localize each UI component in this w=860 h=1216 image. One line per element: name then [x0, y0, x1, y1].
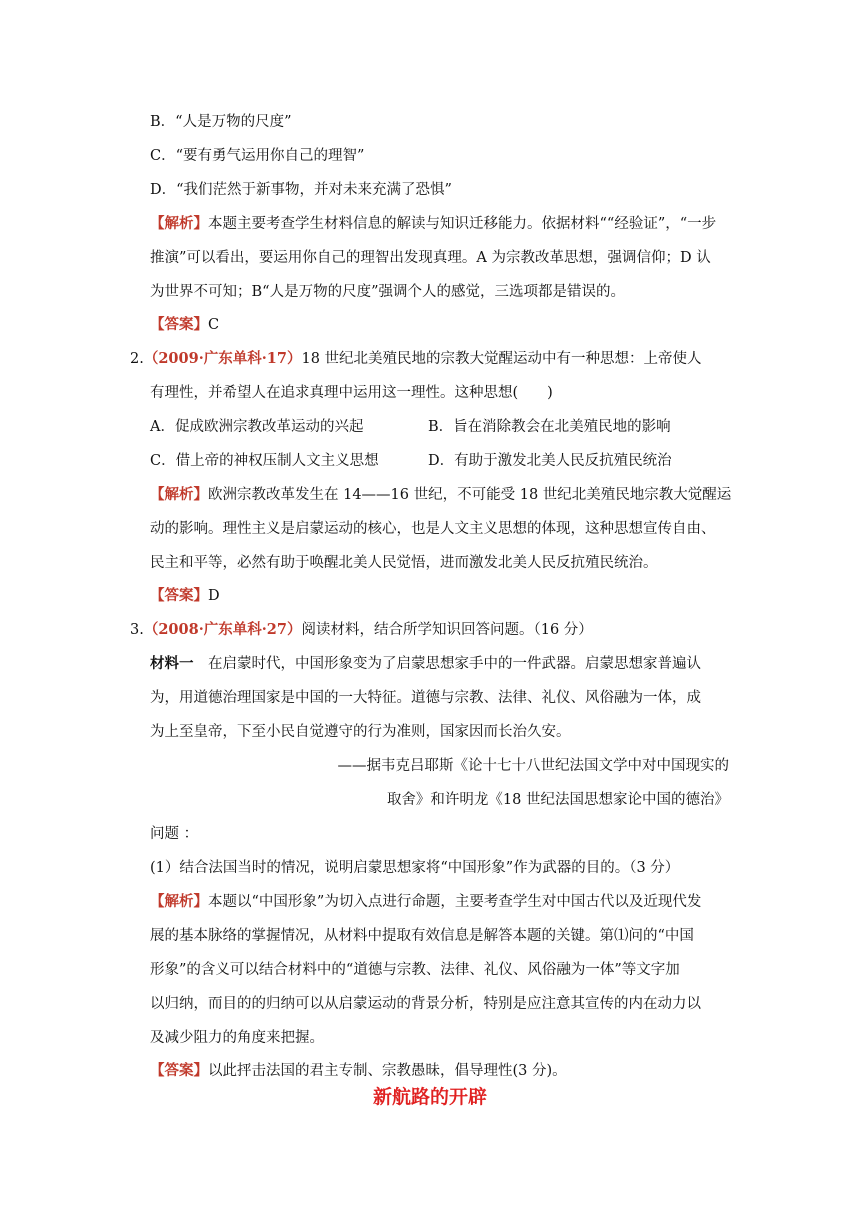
material-label: 材料一: [150, 655, 194, 672]
answer-value: C: [208, 317, 220, 333]
q3-citation-line-1: ——据韦克吕耶斯《论十七十八世纪法国文学中对中国现实的: [337, 758, 729, 774]
analysis-text: 欧洲宗教改革发生在 14——16 世纪，不可能受 18 世纪北美殖民地宗教大觉醒运: [208, 487, 732, 503]
q1-option-d: D．“我们茫然于新事物，并对未来充满了恐惧”: [150, 182, 452, 198]
question-stem: 18 世纪北美殖民地的宗教大觉醒运动中有一种思想：上帝使人: [301, 351, 702, 367]
answer-tag: 【答案】: [150, 1062, 208, 1079]
q2-stem-line-2: 有理性，并希望人在追求真理中运用这一理性。这种思想( ): [150, 385, 553, 401]
q3-analysis-line-3: 形象”的含义可以结合材料中的“道德与宗教、法律、礼仪、风俗融为一体”等文字加: [150, 962, 680, 978]
section-title: 新航路的开辟: [372, 1086, 487, 1108]
q1-option-c: C．“要有勇气运用你自己的理智”: [150, 148, 365, 164]
q1-analysis-line-3: 为世界不可知；B“人是万物的尺度”强调个人的感觉，三选项都是错误的。: [150, 284, 625, 300]
q3-material-line-1: [150, 654, 701, 674]
q1-analysis-line-1: [150, 214, 716, 234]
q2-option-b: B．旨在消除教会在北美殖民地的影响: [428, 419, 671, 435]
q1-option-b: B．“人是万物的尺度”: [150, 114, 292, 130]
question-source: （2008·广东单科·27）: [143, 621, 302, 638]
q2-stem-line-1: [130, 349, 702, 369]
analysis-tag: 【解析】: [150, 215, 208, 232]
answer-tag: 【答案】: [150, 587, 208, 604]
q3-question-label: 问题 ：: [150, 826, 199, 842]
q2-analysis-line-1: [150, 485, 731, 505]
answer-tag: 【答案】: [150, 316, 208, 333]
analysis-text: 本题主要考查学生材料信息的解读与知识迁移能力。依据材料““经验证”，“一步: [208, 216, 717, 232]
question-source: （2009·广东单科·17）: [143, 350, 302, 367]
analysis-tag: 【解析】: [150, 486, 208, 503]
q3-answer: [150, 1061, 567, 1081]
answer-value: D: [208, 588, 220, 604]
q3-analysis-line-2: 展的基本脉络的掌握情况，从材料中提取有效信息是解答本题的关键。第⑴问的“中国: [150, 928, 694, 944]
analysis-tag: 【解析】: [150, 893, 208, 910]
q1-answer: [150, 315, 219, 335]
q2-analysis-line-3: 民主和平等，必然有助于唤醒北美人民觉悟，进而激发北美人民反抗殖民统治。: [150, 555, 658, 571]
question-stem: 阅读材料，结合所学知识回答问题。（16 分）: [301, 622, 593, 638]
q2-option-a: A．促成欧洲宗教改革运动的兴起: [150, 419, 364, 435]
question-number: 2.: [130, 351, 144, 367]
q3-material-line-3: 为上至皇帝，下至小民自觉遵守的行为准则，国家因而长治久安。: [150, 724, 571, 740]
answer-value: 以此抨击法国的君主专制、宗教愚昧，倡导理性(3 分)。: [208, 1063, 567, 1079]
q2-option-d: D．有助于激发北美人民反抗殖民统治: [428, 453, 672, 469]
question-number: 3.: [130, 622, 144, 638]
material-text: 在启蒙时代，中国形象变为了启蒙思想家手中的一件武器。启蒙思想家普遍认: [193, 656, 701, 672]
q3-stem: [130, 620, 593, 640]
q2-analysis-line-2: 动的影响。理性主义是启蒙运动的核心，也是人文主义思想的体现，这种思想宣传自由、: [150, 521, 716, 537]
q3-material-line-2: 为，用道德治理国家是中国的一大特征。道德与宗教、法律、礼仪、风俗融为一体，成: [150, 690, 701, 706]
q3-analysis-line-5: 及减少阻力的角度来把握。: [150, 1030, 324, 1046]
q2-option-c: C．借上帝的神权压制人文主义思想: [150, 453, 379, 469]
q3-sub-question-1: (1）结合法国当时的情况，说明启蒙思想家将“中国形象”作为武器的目的。（3 分）: [150, 860, 680, 876]
q3-analysis-line-1: [150, 892, 701, 912]
q1-analysis-line-2: 推演”可以看出，要运用你自己的理智出发现真理。A 为宗教改革思想，强调信仰；D 认: [150, 250, 711, 266]
q3-analysis-line-4: 以归纳，而目的的归纳可以从启蒙运动的背景分析，特别是应注意其宣传的内在动力以: [150, 996, 701, 1012]
q3-citation-line-2: 取舍》和许明龙《18 世纪法国思想家论中国的德治》: [386, 792, 729, 808]
q2-answer: [150, 586, 220, 606]
analysis-text: 本题以“中国形象”为切入点进行命题，主要考查学生对中国古代以及近现代发: [208, 894, 702, 910]
